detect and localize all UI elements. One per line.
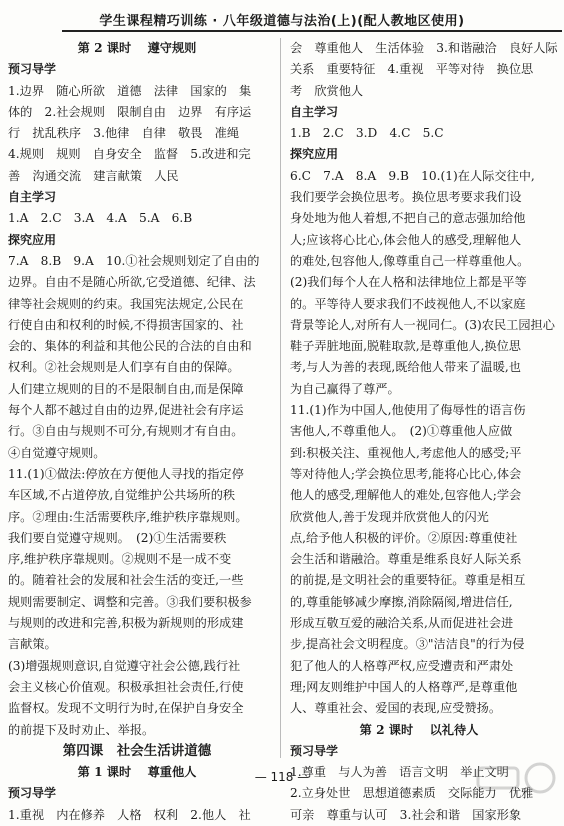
left-section-heading: 自主学习 [8, 190, 57, 205]
left-line: 每个人都不越过自由的边界,促进社会有序运 [8, 403, 244, 418]
right-line: 1.B 2.C 3.D 4.C 5.C [290, 126, 444, 141]
right-line: 会生活和谐融洽。尊重是维系良好人际关系 [290, 552, 522, 567]
right-line: 1.尊重 与人为善 语言文明 举止文明 [290, 765, 509, 780]
left-line: 的。随着社会的发展和社会生活的变迁,一些 [8, 573, 244, 588]
left-line: 会主义核心价值观。积极承担社会责任,行使 [8, 679, 244, 694]
right-line: 理;网友则维护中国人的人格尊严,是尊重他 [290, 679, 518, 694]
left-section-heading: 探究应用 [8, 232, 57, 247]
left-line: 1.重视 内在修养 人格 权利 2.他人 社 [8, 807, 251, 822]
right-line: 身处地为他人着想,不把自己的意志强加给他 [290, 211, 526, 226]
page-number: — 118 — [254, 770, 310, 784]
left-line: 规则需要制定、调整和完善。③我们要积极参 [8, 594, 252, 609]
right-line: 会 尊重他人 生活体验 3.和谐融洽 良好人际 [290, 41, 558, 55]
right-line: 人;应该将心比心,体会他人的感受,理解他人 [290, 232, 522, 247]
right-line: 的难处,包容他人,像尊重自己一样尊重他人。 [290, 253, 530, 268]
right-line: 他人的感受,理解他人的难处,包容他人;学会 [290, 488, 522, 503]
left-line: 11.(1)①做法:停放在方便他人寻找的指定停 [8, 466, 244, 481]
left-line: 我们要自觉遵守规则。 (2)①生活需要秩 [8, 530, 227, 545]
left-section-heading: 预习导学 [8, 62, 57, 77]
right-lesson-title: 第 2 课时 以礼待人 [359, 722, 479, 737]
right-section-heading: 探究应用 [290, 147, 339, 162]
column-divider [280, 38, 281, 758]
right-line: 背景等论人,对所有人一视同仁。(3)农民工园担心 [290, 317, 555, 332]
left-line: 行。③自由与规则不可分,有规则才有自由。 [8, 424, 244, 439]
right-line: 人、尊重社会、爱国的表现,应受赞扬。 [290, 701, 502, 716]
left-line: 1.边界 随心所欲 道德 法律 国家的 集 [8, 83, 252, 98]
right-line: 鞋子弄脏地面,脱鞋取款,是尊重他人,换位思 [290, 339, 521, 354]
right-line: 2.立身处世 思想道德素质 交际能力 优雅 [290, 786, 534, 801]
right-line: 点,给予他人积极的评价。②原因:尊重使社 [290, 530, 518, 545]
watermark-logo-icon [470, 760, 560, 796]
right-line: 犯了他人的人格尊严权,应受遭责和严肃处 [290, 658, 514, 673]
left-line: 行使自由和权利的时候,不得损害国家的、社 [8, 317, 244, 332]
right-line: 害他人,不尊重他人。 (2)①尊重他人应做 [290, 424, 513, 439]
left-line: 权利。②社会规则是人们享有自由的保障。 [8, 360, 240, 375]
left-line: 监督权。发现不文明行为时,在保护自身安全 [8, 701, 244, 716]
left-lesson-title: 第 2 课时 遵守规则 [77, 41, 197, 55]
left-lesson-title: 第 1 课时 尊重他人 [77, 765, 197, 780]
right-line: 6.C 7.A 8.A 9.B 10.(1)在人际交往中, [290, 168, 535, 183]
header-rule [62, 30, 562, 32]
left-column [8, 38, 266, 822]
left-line: 1.A 2.C 3.A 4.A 5.A 6.B [8, 211, 193, 226]
left-lesson-title: 第四课 社会生活讲道德 [62, 742, 212, 759]
left-line: 言献策。 [8, 637, 57, 652]
right-line: 步,提高社会文明程度。③"洁洁良"的行为侵 [290, 637, 525, 652]
right-line: 到:积极关注、重视他人,考虑他人的感受;平 [290, 445, 522, 460]
left-line: 会的、集体的利益和其他公民的合法的自由和 [8, 339, 252, 354]
left-line: 与规则的改进和完善,积极为新规则的形成建 [8, 616, 244, 631]
right-line: 考 欣赏他人 [290, 83, 364, 98]
right-line: 的。平等待人要求我们不歧视他人,不以家庭 [290, 296, 526, 311]
right-section-heading: 自主学习 [290, 104, 339, 119]
left-line: ④自觉遵守规则。 [8, 445, 106, 460]
right-section-heading: 预习导学 [290, 743, 339, 758]
left-line: 体的 2.社会规则 限制自由 边界 有序运 [8, 104, 252, 119]
right-line: 11.(1)作为中国人,他使用了侮辱性的语言伤 [290, 403, 526, 418]
right-line: 我们要学会换位思考。换位思考要求我们设 [290, 190, 522, 205]
left-line: (3)增强规则意识,自觉遵守社会公德,践行社 [8, 658, 241, 673]
left-line: 4.规则 规则 自身安全 监督 5.改进和完 [8, 147, 251, 162]
right-line: 关系 重要特征 4.重视 平等对待 换位思 [290, 62, 534, 77]
left-line: 人们建立规则的目的不是限制自由,而是保障 [8, 381, 244, 396]
left-line: 律等社会规则的约束。我国宪法规定,公民在 [8, 296, 244, 311]
left-line: 序,维护秩序靠规则。②规则不是一成不变 [8, 552, 232, 567]
right-line: 的,尊重能够减少摩擦,消除隔阂,增进信任, [290, 594, 513, 609]
right-line: 的前提,是文明社会的重要特征。尊重是相互 [290, 573, 526, 588]
left-line: 行 扰乱秩序 3.他律 自律 敬畏 准绳 [8, 126, 240, 141]
left-section-heading: 预习导学 [8, 786, 57, 801]
left-line: 7.A 8.B 9.A 10.①社会规则划定了自由的 [8, 253, 260, 268]
left-line: 车区域,不占道停放,自觉维护公共场所的秩 [8, 488, 236, 503]
left-line: 序。②理由:生活需要秩序,维护秩序靠规则。 [8, 509, 248, 524]
right-line: 等对待他人;学会换位思考,能将心比心,体会 [290, 466, 522, 481]
right-line: (2)我们每个人在人格和法律地位上都是平等 [290, 275, 527, 290]
right-line: 欣赏他人,善于发现并欣赏他人的闪光 [290, 509, 489, 524]
right-line: 为自己赢得了尊严。 [290, 381, 400, 396]
right-line: 考,与人为善的表现,既给他人带来了温暖,也 [290, 360, 521, 375]
right-line: 形成互敬互爱的融洽关系,从而促进社会进 [290, 616, 514, 631]
right-column [290, 38, 558, 822]
page-header: 学生课程精巧训练 · 八年级道德与法治(上)(配人教地区使用) [99, 14, 465, 29]
left-line: 善 沟通交流 建言献策 人民 [8, 168, 179, 183]
right-line: 可亲 尊重与认可 3.社会和谐 国家形象 [290, 807, 522, 822]
left-line: 边界。自由不是随心所欲,它受道德、纪律、法 [8, 275, 256, 290]
left-line: 的前提下及时劝止、举报。 [8, 722, 155, 737]
